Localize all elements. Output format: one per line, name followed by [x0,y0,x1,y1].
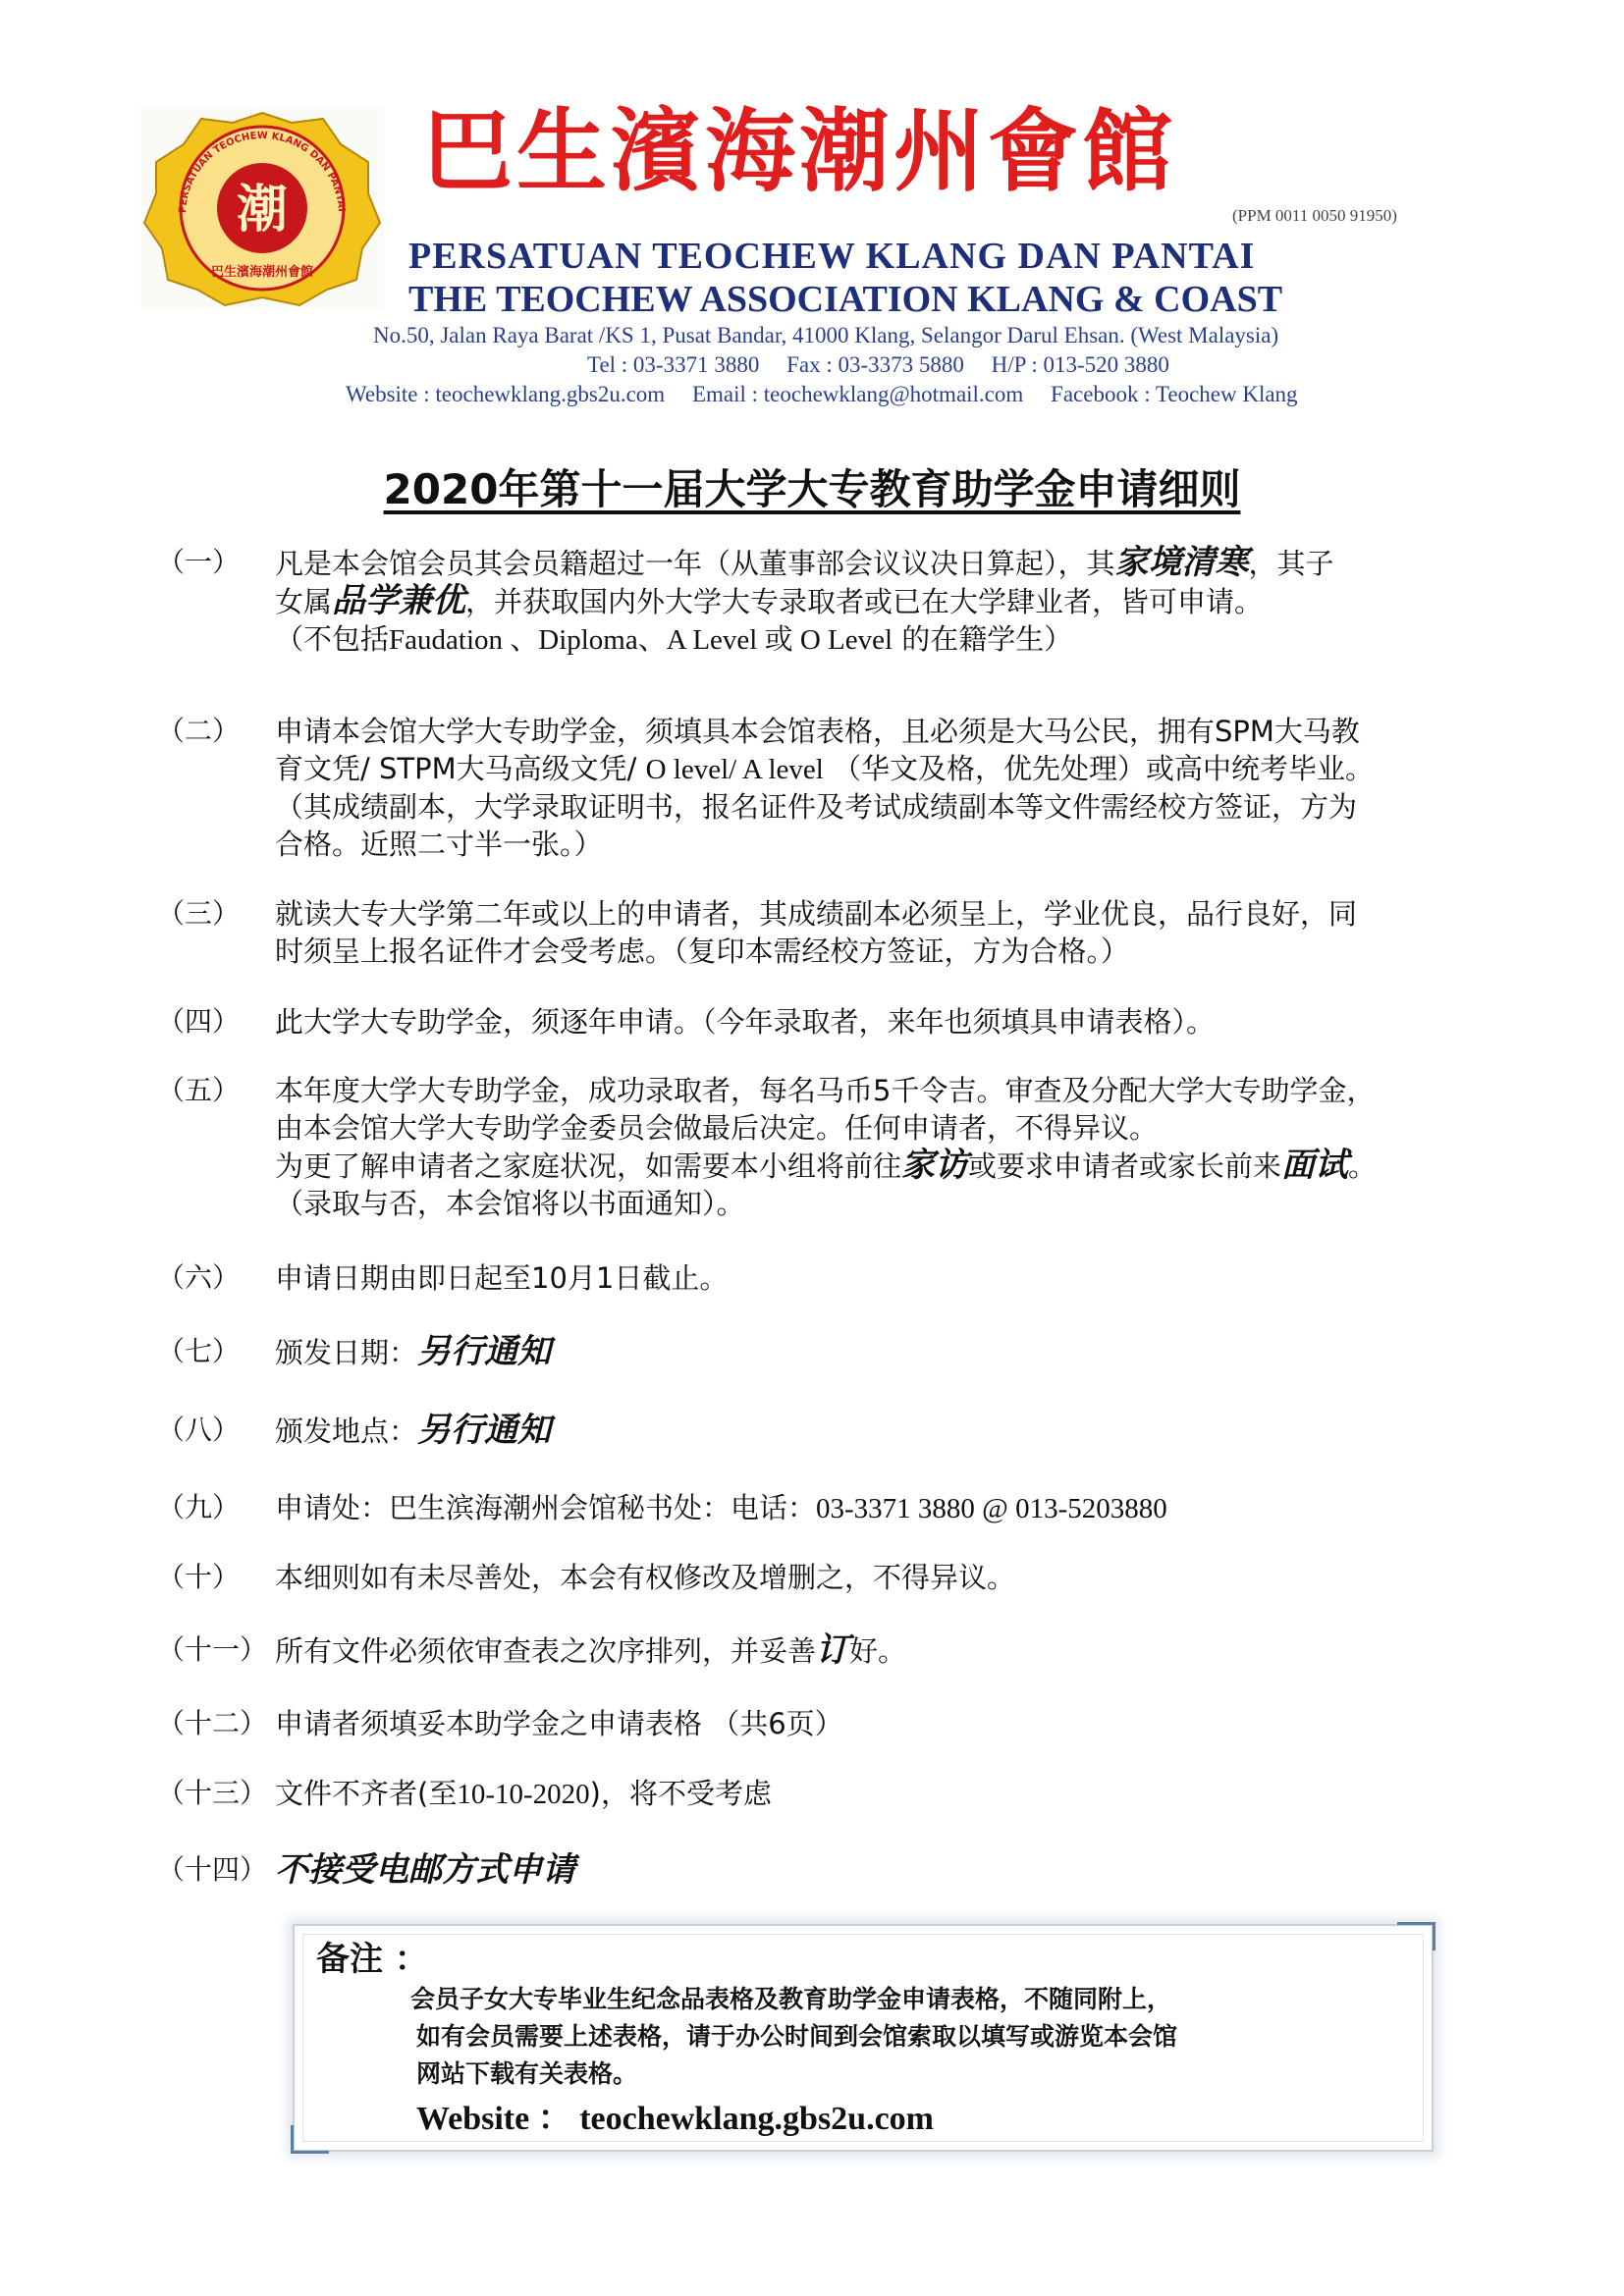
rule-text [275,1559,1502,1596]
rule-text [275,895,1502,970]
remarks-line: 网站下载有关表格。 [416,2059,638,2088]
email-link[interactable]: Email : teochewklang@hotmail.com [691,382,1024,406]
rule-text-segment: 的在籍学生） [893,622,1073,656]
rule-number: （七） [157,1335,241,1367]
rule-text-segment: ，并获取国内外大学大专录取者或已在大学肆业者，皆可申请。 [465,585,1264,618]
remarks-website-link[interactable]: Website ： teochewklang.gbs2u.com [416,2101,934,2137]
document-title: 2020年第十一届大学大专教育助学金申请细则 [383,465,1241,513]
registration-number: (PPM 0011 0050 91950) [1232,206,1397,225]
rule-text-segment: )，将不受考虑 [589,1777,772,1810]
rule-text-segment: （不包括 [275,622,390,656]
rule-text [275,1333,1502,1371]
rule-text-segment: 育文凭/ STPM大马高级文凭/ [275,752,646,785]
rule-text-segment: 为更了解申请者之家庭状况，如需要本小组将前往 [275,1149,902,1183]
rule-line: （录取与否，本会馆将以书面通知）。 [275,1187,745,1220]
association-name-chinese: 巴生濱海潮州會館 [422,98,1177,204]
emphasis-text: 面试 [1281,1146,1349,1185]
rule-number: （四） [157,1005,241,1038]
rule-number: （一） [157,546,241,578]
rule-line: 就读大专大学第二年或以上的申请者，其成绩副本必须呈上，学业优良，品行良好，同 [275,897,1358,931]
rule-text-segment: 凡是本会馆会员其会员籍超过一年（从董事部会议议决日算起），其 [275,547,1115,580]
rule-number: （十四） [157,1853,268,1886]
rule-line: 本年度大学大专助学金，成功录取者，每名马币5千令吉。审查及分配大学大专助学金， [275,1074,1376,1107]
rule-text-segment: 颁发日期： [275,1336,418,1369]
rule-line: 时须呈上报名证件才会受考虑。（复印本需经校方签证，方为合格。） [275,934,1130,968]
remarks-text [410,1981,1177,2093]
rule-text [275,1259,1502,1297]
rule-number: （五） [157,1074,241,1106]
rule-number: （十二） [157,1707,268,1739]
rule-text [275,713,1502,863]
rule-text [275,1412,1502,1450]
deadline-date: 10-10-2020 [457,1779,590,1810]
rule-text-segment: 所有文件必须依审查表之次序排列，并妥善 [275,1634,817,1668]
rule-text [275,1631,1502,1670]
rule-number: （三） [157,897,241,930]
association-name-malay: PERSATUAN TEOCHEW KLANG DAN PANTAI [408,236,1256,277]
rule-text-segment: 女属 [275,585,333,618]
contact-line [587,353,1169,376]
rule-text [275,1851,1502,1889]
emphasis-text: 家访 [901,1146,969,1185]
emphasis-text: 品学兼优 [332,581,466,620]
emphasis-text: 另行通知 [417,1411,552,1450]
remarks-line: 如有会员需要上述表格，请于办公时间到会馆索取以填写或游览本会馆 [416,2022,1178,2051]
rule-line: 申请日期由即日起至10月1日截止。 [275,1261,729,1295]
rule-text-segment: 或要求申请者或家长前来 [968,1149,1282,1183]
rule-text [275,1489,1502,1527]
rule-text-segment: Faudation 、Diploma、A Level 或 O Level [389,624,893,656]
remarks-line: 会员子女大专毕业生纪念品表格及教育助学金申请表格，不随同附上， [410,1985,1172,2013]
frame-corner-ornament [291,2125,329,2154]
rule-text-segment: （华文及格，优先处理）或高中统考毕业。 [823,752,1375,785]
rule-text [275,1705,1502,1742]
rule-line: 申请者须填妥本助学金之申请表格 （共6页） [275,1707,843,1740]
association-logo [140,107,384,308]
rule-text [275,1003,1502,1041]
association-seal-icon [140,107,384,308]
logo-lower-text: 巴生濱海潮州會館 [210,265,314,280]
remarks-title: 备注 ： [316,1940,428,1979]
rule-line: （其成绩副本，大学录取证明书，报名证件及考试成绩副本等文件需经校方签证，方为 [275,790,1358,824]
rule-number: （九） [157,1491,241,1523]
rule-number: （八） [157,1414,241,1446]
logo-ring-text: PERSATUAN TEOCHEW KLANG DAN PANTAI [177,130,347,214]
rule-text-segment: 好。 [849,1634,907,1668]
rule-text-segment: 颁发地点： [275,1415,418,1448]
web-contact-line [346,383,1298,405]
phone-numbers: 03-3371 3880 @ 013-5203880 [816,1493,1167,1524]
address-line: No.50, Jalan Raya Barat /KS 1, Pusat Bandar, 41000 Klang, Selangor Darul Ehsan. (West Malaysia) [373,323,1279,347]
rule-text [275,1775,1502,1813]
rule-text-segment: 申请处：巴生滨海潮州会馆秘书处：电话： [275,1491,817,1524]
rule-text-segment: 。 [1348,1149,1378,1183]
telephone: Tel : 03-3371 3880 [587,352,760,377]
rule-number: （二） [157,715,241,747]
rule-line: 申请本会馆大学大专助学金，须填具本会馆表格，且必须是大马公民，拥有SPM大马教 [275,715,1360,748]
handphone: H/P : 013-520 3880 [991,352,1169,377]
rule-text [275,544,1502,659]
website-link[interactable]: Website : teochewklang.gbs2u.com [346,382,666,406]
rule-text-segment: O level/ A level [645,754,824,785]
emphasis-text: 订 [816,1630,850,1670]
rule-line: 合格。近照二寸半一张。） [275,828,603,861]
rule-line: 此大学大专助学金，须逐年申请。（今年录取者，来年也须填具申请表格）。 [275,1005,1216,1039]
association-name-english: THE TEOCHEW ASSOCIATION KLANG & COAST [408,279,1283,320]
rule-text-segment: ，其子 [1248,547,1334,580]
rule-line: 由本会馆大学大专助学金委员会做最后决定。任何申请者，不得异议。 [275,1111,1159,1145]
rule-number: （十） [157,1561,241,1593]
rule-number: （十一） [157,1633,268,1666]
rule-number: （六） [157,1261,241,1294]
remarks-box [293,1924,1434,2152]
fax: Fax : 03-3373 5880 [786,352,964,377]
rule-number: （十三） [157,1777,268,1809]
frame-corner-ornament [1397,1922,1435,1950]
facebook-link[interactable]: Facebook : Teochew Klang [1051,382,1298,406]
rule-text [275,1072,1502,1222]
rule-text-segment: 文件不齐者(至 [275,1777,458,1810]
emphasis-text: 另行通知 [417,1332,552,1371]
emphasis-text: 家境清寒 [1114,543,1249,582]
emphasis-text: 不接受电邮方式申请 [275,1850,575,1890]
logo-center-char: 潮 [236,180,289,240]
rule-line: 本细则如有未尽善处，本会有权修改及增删之，不得异议。 [275,1561,1016,1594]
